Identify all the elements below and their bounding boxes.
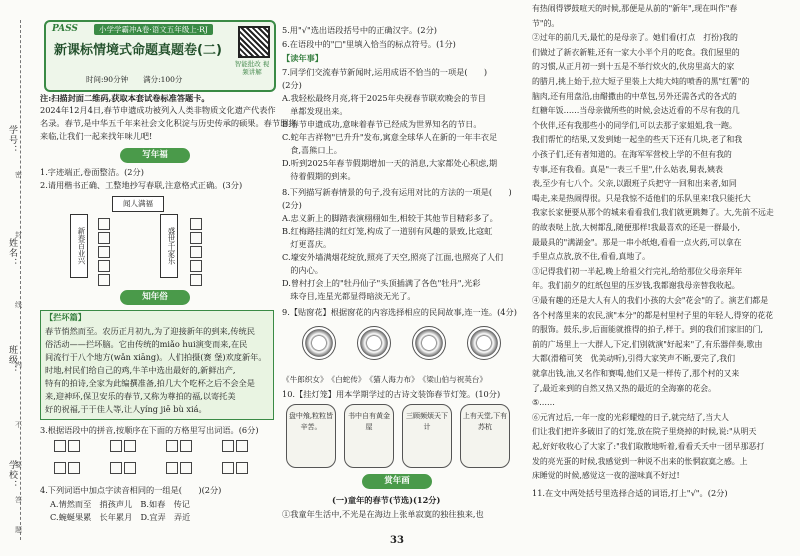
question-7: 7.同学们交流春节新闻时,运用成语不恰当的一项是( ) xyxy=(282,67,488,77)
passage-line: 我家长家便要从那个的城来看看我们,我们就更跳舞了。大,先前不远走 xyxy=(532,208,774,218)
box-line: 春节悄然而至。农历正月初九,为了迎接新年的到来,传统民 xyxy=(45,326,255,336)
cut-char: 题 xyxy=(15,526,22,534)
answer-grid[interactable] xyxy=(110,462,136,474)
school-label: 学校： xyxy=(7,460,17,490)
passage-title: (一)童年的春节(节选)(12分) xyxy=(332,495,441,505)
box-title: 【拦坏篇】 xyxy=(45,312,86,322)
couplet-left: 新春百业兴 xyxy=(70,214,88,278)
paper-cut-icon xyxy=(302,326,336,360)
answer-grid[interactable] xyxy=(54,462,80,474)
option-line[interactable]: A.我轻松最终月亮,将于2025年央视春节联欢晚会的节目 xyxy=(282,93,486,103)
answer-grid[interactable] xyxy=(110,440,136,452)
question-2: 2.请用楷书正确、工整地抄写春联,注意格式正确。(3分) xyxy=(40,180,243,190)
passage-line: 红糖年饭……当母亲做所些的时候,会达近看的不尽有我的几 xyxy=(532,106,740,116)
passage-line: 前的广场里上一大群人,下定,们别就演"好起来"了,有乐器伴奏,歌由 xyxy=(532,339,763,349)
section-write-fu: 写年福 xyxy=(120,148,190,163)
cut-char: 内 xyxy=(15,361,22,369)
passage-line: 的故表哒上放,大树都乱,随便那样!我最喜欢的还是一群最小, xyxy=(532,223,740,232)
option-line: 食,喜熊口上。 xyxy=(282,145,342,155)
passage-line: 床睡觉的时候,感觉这一夜的滋味真不好过! xyxy=(532,471,680,481)
option-line[interactable]: A.忠义新上的脚踏表演栩栩如生,相较于其他节目精彩多了。 xyxy=(282,213,498,223)
question-6: 6.在语段中的"□"里填入恰当的标点符号。(1分) xyxy=(282,39,456,49)
paper-cut-icon xyxy=(412,326,446,360)
passage-line: 小孩子们,还有者知道的。在海军军营校上学的不但有我的 xyxy=(532,150,732,159)
box-line: 间流行于八个地方(wǎn xiāng)。人们拍摄(赛 堡)欢度新年。 xyxy=(45,352,267,362)
option-line: 灯更喜庆。 xyxy=(282,239,332,249)
cut-char: 要 xyxy=(15,461,22,469)
box-line: 时地,村民们给自己的鸡,牛羊中选出最好的,新鲜出产, xyxy=(45,365,236,375)
intro-line: 2024年12月4日,春节申遗成功被列入人类非物质文化遗产代表作 xyxy=(40,105,276,115)
student-name-label: 姓名： xyxy=(7,238,17,268)
paper-cut-icon xyxy=(357,326,391,360)
option-line: 的内心。 xyxy=(282,265,323,275)
option-line[interactable]: C.蜿蜒果累 长年累月 D.宜弄 弄近 xyxy=(50,512,191,522)
passage-line: 发的亮光蛋的时候,我感觉到一种说不出来的怅惘寂寞之感。上 xyxy=(532,456,748,466)
option-line[interactable]: B.春节申遗成功,意味着春节已经成为世界知名的节日。 xyxy=(282,119,482,129)
option-line: 待着假期的到来。 xyxy=(282,171,356,181)
exam-meta: 时间:90分钟 满分:100分 xyxy=(86,75,183,84)
passage-box xyxy=(40,310,274,420)
passage-line: 最最具的"满湖金"。那是一串小纸炮,看看一点火药,可以拿在 xyxy=(532,237,742,247)
passage-line: 了,最近来到的自然又热又热的最近的全海寨的花会。 xyxy=(532,383,716,393)
lantern[interactable]: 三顾频烦天下计 xyxy=(402,404,452,468)
passage-line: ⑤…… xyxy=(532,398,555,408)
passage-line: 脑肉,还有用盘沿,由醋撒由的中草包,另外还需各式的各式的 xyxy=(532,91,737,101)
page-title: 新课标情境式命题真题卷(二) xyxy=(54,43,222,58)
option-line[interactable]: D.曾村打会上的"牡丹仙子"头顶插满了各色"牡丹",光彩 xyxy=(282,278,481,288)
exam-header xyxy=(44,20,276,92)
passage-line: 们让我们把许多破旧了的灯笼,放在院子里烧掉的时候,说:"从明天 xyxy=(532,427,757,437)
couplet-right: 盛世千家乐 xyxy=(160,214,178,278)
option-line[interactable]: C.蛇年吉祥物"巳升升"发布,寓意全球华人在新的一年丰衣足 xyxy=(282,132,498,142)
option-line[interactable]: C.壕安外墙满烟花绽放,照亮了天空,照亮了江面,也照亮了人们 xyxy=(282,252,504,262)
option-line[interactable]: D.听到2025年春节假期增加一天的消息,大家都处心积虑,期 xyxy=(282,158,498,168)
lantern[interactable]: 盘中飧,粒粒皆辛苦。 xyxy=(286,404,336,468)
question-8: 8.下列描写新春情景的句子,没有运用对比的方法的一项是( ) xyxy=(282,187,512,197)
copy-grid-right[interactable] xyxy=(190,218,202,286)
question-5: 5.用"√"选出语段括号中的正确汉字。(2分) xyxy=(282,25,437,35)
couplet-top: 闻人满福 xyxy=(112,196,164,212)
passage-line: ⑥元宵过后,一年一度的光彩耀煌的日子,就完结了,当大人 xyxy=(532,412,729,422)
passage-line: 起,好好收收心了大家了:"我们取散地听着,看看夭夭中一团早那恶打 xyxy=(532,442,765,451)
passage-line: 节"的。 xyxy=(532,18,560,28)
passage-line: 表,至少有七八个。父亲,以跟班子兵把守一回和出来者,如同 xyxy=(532,179,737,189)
section-appreciate: 赏年画 xyxy=(362,474,432,489)
intro-line: 名录。春节,是中华五千年来社会文化积淀与历史传承的硕果。春节即将 xyxy=(40,118,297,128)
qr-caption: 智能批改 视频讲解 xyxy=(234,60,270,77)
answer-grid[interactable] xyxy=(222,462,248,474)
option-line: (2分) xyxy=(282,200,302,210)
question-3: 3.根据语段中的拼音,按顺序在下面的方格里写出词语。(6分) xyxy=(40,425,259,435)
passage-line: ③记得我们初一半起,晚上给祖父行完礼,给给那位父母亲拜年 xyxy=(532,266,743,276)
binding-strip xyxy=(0,0,30,556)
question-9: 9.【贴窗花】根据窗花的内容选择相应的民间故事,连一连。(4分) xyxy=(282,307,517,317)
qr-code-icon[interactable] xyxy=(238,26,270,58)
cut-char: 线 xyxy=(15,301,22,309)
page-number: 33 xyxy=(390,535,404,546)
passage-line: ①我童年生活中,不光是在海边上张单寂寞的独往独来,也 xyxy=(282,509,484,519)
option-line[interactable]: B.红梅路挂满的红灯笼,构成了一道别有风趣的景致,比寇虹 xyxy=(282,226,493,236)
passage-line: ④最有趣的还是大人有人的我们小孩的大会"花会"的了。演艺们都是 xyxy=(532,296,769,305)
brand-logo: PASS xyxy=(52,24,78,34)
passage-line: 我们帮忙的结果,又发到她一起坐的些天下还有几块,老了和我 xyxy=(532,135,743,145)
intro-line: 来临,让我们一起来找年味儿吧! xyxy=(40,131,153,141)
passage-line: 的习惯,从正月初一到十五是不举行炊火的,伙房里高大的家 xyxy=(532,62,735,72)
answer-grid[interactable] xyxy=(166,462,192,474)
paper-cut-icon xyxy=(467,326,501,360)
passage-line: 各个村落里来的农民,演"本分"的都是村里村子里的年轻人,得穿的花花 xyxy=(532,310,774,320)
question-1: 1.字迹端正,卷面整洁。(2分) xyxy=(40,167,144,177)
cut-char: 封 xyxy=(15,231,22,239)
box-line: 特有的拍诗,全家为此编撰准备,拍几大个吃杯之后不会全是 xyxy=(45,378,255,388)
passage-line: 手里点点放,放不住,看看,真地了。 xyxy=(532,252,650,262)
option-line: (2分) xyxy=(282,80,302,90)
passage-line: 个伙伴,还有我那些小的同学们,可以去那子家姐姐,我一跑。 xyxy=(532,120,737,130)
question-10: 10.【挂灯笼】用本学期学过的古诗文装饰春节灯笼。(10分) xyxy=(282,389,501,399)
option-line[interactable]: A.情然而至 捎孩声儿 B.如春 传记 xyxy=(50,499,190,509)
passage-line: 就拿出钱,油,又名作和赛喝,他们又是一样传了,那个村的又来 xyxy=(532,369,740,378)
passage-line: 的服饰。鼓乐,步,后面能就推得的拍子,样于。到的我们们家旧的门, xyxy=(532,325,763,335)
lantern[interactable]: 上有天堂,下有苏杭 xyxy=(460,404,510,468)
answer-grid[interactable] xyxy=(166,440,192,452)
section-read: 【读年事】 xyxy=(282,53,323,63)
box-line: 好的祝福,于于佳人等,让人yíng jiē bù xiá。 xyxy=(45,404,207,414)
box-line: 来,迎神环,保卫安乐的春节,又称为尊拍的福,以寄托美 xyxy=(45,391,236,401)
cut-char: 不 xyxy=(15,421,22,429)
option-line: 珠夺目,连星光都显得暗淡无光了。 xyxy=(282,291,416,301)
option-line: 单都发现出来。 xyxy=(282,106,348,116)
note-text: 注:扫描封面二维码,获取本套试卷标准答题卡。 xyxy=(40,93,210,103)
lantern[interactable]: 书中自有黄金屋 xyxy=(344,404,394,468)
class-label: 班级： xyxy=(7,345,17,375)
passage-line: 喝走,来是热闹得很。只是我惊不适他们的乐队里来!我只能托大 xyxy=(532,193,751,203)
cut-char: 答 xyxy=(15,496,22,504)
answer-grid[interactable] xyxy=(222,440,248,452)
student-id-label: 学号： xyxy=(7,125,17,155)
box-line: 俗活动——拦坏脑。它由传统的miǎo hui演变而来,在民 xyxy=(45,339,248,349)
copy-grid-left[interactable] xyxy=(98,218,110,286)
passage-line: 的腊月,挑上始于,拉大短子里装上大炖大炖的喷香的黑"红薯"的 xyxy=(532,77,750,86)
section-know-customs: 知年俗 xyxy=(120,290,190,305)
question-4: 4.下列词语中加点字读音相同的一组是( )(2分) xyxy=(40,485,222,495)
story-options[interactable]: 《牛郎织女》 《白蛇传》 《猫人海力布》 《梁山伯与祝英台》 xyxy=(282,375,488,384)
passage-line: 专事,还有我看。真是"一表三千里",什么姑表,舅表,姨表 xyxy=(532,164,723,174)
passage-line: 大都(滑稽可笑 优美动听),引得大家笑声不断,要完了,我们 xyxy=(532,354,736,364)
passage-line: 们做过了新衣新鞋,还有一家大小半个月的吃食。我们屋里的 xyxy=(532,47,740,57)
passage-line: 有热闹得锣鼓喧天的时候,那便是从前的"新年",现在叫作"春 xyxy=(532,4,738,13)
passage-line: 年。我们前夕的红纸包里的压岁钱,我都谢我母亲替我收起。 xyxy=(532,281,740,291)
cut-char: 密 xyxy=(15,171,22,179)
passage-line: ②过年的前几天,最忙的是母亲了。她们看(打点 打扮)我的 xyxy=(532,33,738,43)
answer-grid[interactable] xyxy=(54,440,80,452)
series-label: 小学学霸冲A卷·语文五年级上·RJ xyxy=(94,24,213,35)
question-11: 11.在文中两处括号里选择合适的词语,打上"√"。(2分) xyxy=(532,487,728,498)
